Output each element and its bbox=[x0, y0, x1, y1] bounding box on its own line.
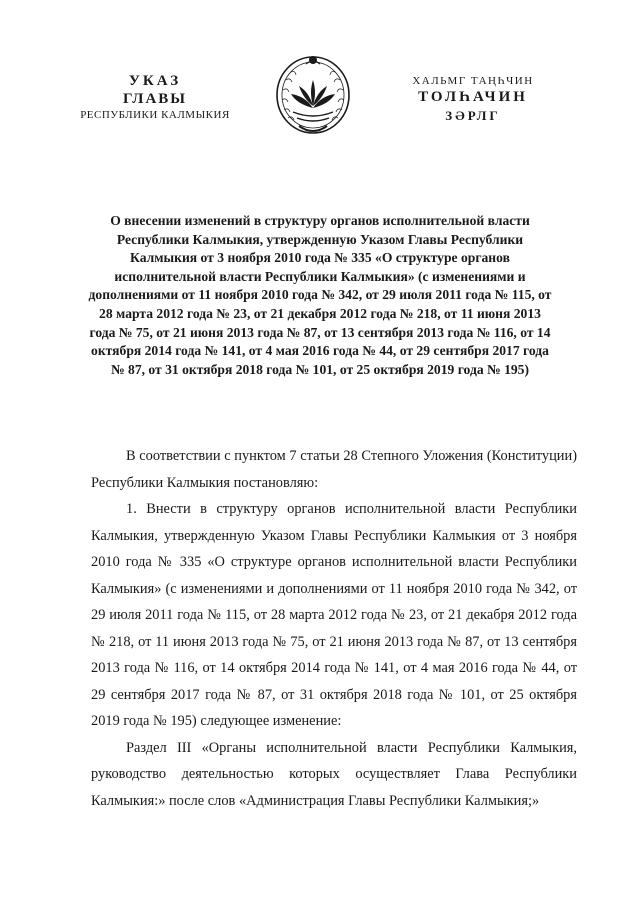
paragraph-preamble: В соответствии с пунктом 7 статьи 28 Степного Уложения (Конституции) Республики Калмыкия постановляю: bbox=[91, 448, 577, 491]
paragraph-item-1: 1. Внести в структуру органов исполнительной власти Республики Калмыкия, утвержденную Указом Главы Республики Калмыкия от 3 ноября 2010 года № 335 «О структуре органов исполнительной власти Республики Калмыкия» (с изменениями и дополнениями от 11 ноября 2010 года № 342, от 29 июля 2011 года № 115, от 28 марта 2012 года № 23, от 21 декабря 2012 года № 218, от 11 июня 2013 года № 75, от 21 июня 2013 года № 87, от 13 сентября 2013 года № 116, от 14 октября 2014 года № 141, от 4 мая 2016 года № 44, от 29 сентября 2017 года № 87, от 31 октября 2018 года № 101, от 25 октября 2019 года № 195) следующее изменение: bbox=[91, 501, 577, 729]
header-kalmyk-line1: ХАЛЬМГ ТАҢҺЧИН bbox=[412, 75, 534, 87]
header-republic-name: РЕСПУБЛИКИ КАЛМЫКИЯ bbox=[80, 109, 230, 121]
header-left-russian bbox=[70, 72, 240, 122]
header-kalmyk-line2: ТОЛҺАЧИН bbox=[418, 89, 528, 105]
header-decree-word: УКАЗ bbox=[128, 73, 182, 89]
document-title: О внесении изменений в структуру органов исполнительной власти Республики Калмыкия, утвержденную Указом Главы Республики Калмыкия от 3 ноября 2010 года № 335 «О структуре органов исполнительной власти Республики Калмыкия» (с изменениями и дополнениями от 11 ноября 2010 года № 342, от 29 июля 2011 года № 115, от 28 марта 2012 года № 23, от 21 декабря 2012 года № 218, от 11 июня 2013 года № 75, от 21 июня 2013 года № 87, от 13 сентября 2013 года № 116, от 14 октября 2014 года № 141, от 4 мая 2016 года № 44, от 29 сентября 2017 года № 87, от 31 октября 2018 года № 101, от 25 октября 2019 года № 195) bbox=[88, 213, 552, 377]
document-body bbox=[91, 443, 577, 814]
paragraph-section-iii: Раздел III «Органы исполнительной власти Республики Калмыкия, руководство деятельностью которых осуществляет Глава Республики Калмыкия:» после слов «Администрация Главы Республики Калмыкия;» bbox=[91, 739, 577, 809]
header-right-kalmyk bbox=[398, 74, 548, 124]
header-kalmyk-line3: ЗӘРЛГ bbox=[445, 108, 501, 123]
header-head-word: ГЛАВЫ bbox=[122, 91, 188, 107]
kalmykia-coat-of-arms-icon bbox=[273, 50, 353, 136]
